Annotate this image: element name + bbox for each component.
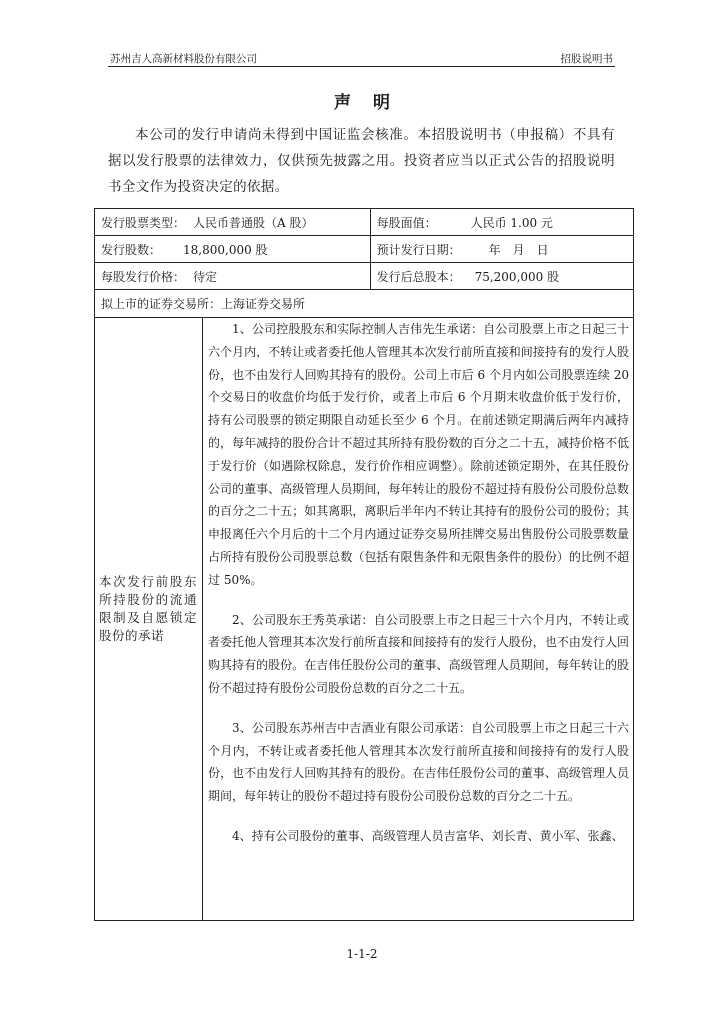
shares-value: 18,800,000 股 [183, 242, 268, 257]
total-shares-label: 发行后总股本： [376, 269, 461, 284]
page-header [108, 51, 615, 67]
shares-cell [95, 236, 371, 263]
issue-date-label: 预计发行日期： [376, 242, 461, 257]
commitment-paragraph: 3、公司股东苏州吉中吉酒业有限公司承诺：自公司股票上市之日起三十六个月内，不转让或者委托他人管理其本次发行前所直接和间接持有的发行人股份，也不由发行人回购其持有的股份。在吉伟任股份公司的董事、高级管理人员期间，每年转让的股份不超过持有股份公司股份总数的百分之二十五。 [208, 720, 629, 804]
commitment-paragraph: 1、公司控股股东和实际控制人吉伟先生承诺：自公司股票上市之日起三十六个月内，不转让或者委托他人管理其本次发行前所直接和间接持有的发行人股份，也不由发行人回购其持有的股份。公司上市后 6 个月内如公司股票连续 20 个交易日的收盘价均低于发行价，或者上市后 6 个月期末收盘价低于发行价，持有公司股票的锁定期限自动延长至少 6 个月。在前述锁定期满后两年内减持的，每年减持的股份合计不超过其所持有股份数的百分之二十五，减持价格不低于发行价（如遇除权除息，发行价作相应调整）。除前述锁定期外，在其任股份公司的董事、高级管理人员期间，每年转让的股份不超过持有股份公司股份总数的百分之二十五；如其离职，离职后半年内不转让其持有的股份公司的股份；其申报离任六个月后的十二个月内通过证券交易所挂牌交易出售股份公司股票数量占所持有股份公司股票总数（包括有限售条件和无限售条件的股份）的比例不超过 50%。 [208, 322, 629, 587]
lockup-commitment-section [94, 317, 634, 921]
table-row [95, 209, 634, 236]
table-row [95, 290, 634, 318]
total-shares-value: 75,200,000 股 [474, 269, 560, 284]
issue-date-cell [370, 236, 633, 263]
declaration-body: 本公司的发行申请尚未得到中国证监会核准。本招股说明书（申报稿）不具有据以发行股票的法律效力，仅供预先披露之用。投资者应当以正式公告的招股说明书全文作为投资决定的依据。 [108, 127, 615, 195]
lockup-content [208, 318, 629, 848]
commitment-paragraph: 4、持有公司股份的董事、高级管理人员吉富华、刘长青、黄小军、张鑫、 [232, 828, 624, 843]
declaration-text [108, 122, 615, 200]
shares-label: 发行股数： [101, 242, 162, 257]
commitment-paragraph: 2、公司股东王秀英承诺：自公司股票上市之日起三十六个月内，不转让或者委托他人管理其本次发行前所直接和间接持有的发行人股份，也不由发行人回购其持有的股份。在吉伟任股份公司的董事、高级管理人员期间，每年转让的股份不超过持有股份公司股份总数的百分之二十五。 [208, 612, 629, 695]
exchange-cell [95, 290, 634, 318]
stock-type-label: 发行股票类型： [101, 215, 186, 230]
exchange-value: 上海证券交易所 [221, 297, 306, 311]
price-cell [95, 263, 371, 290]
table-row [95, 236, 634, 263]
par-value-value: 人民币 1.00 元 [470, 215, 553, 230]
header-company: 苏州吉人高新材料股份有限公司 [110, 53, 257, 65]
price-label: 每股发行价格： [101, 269, 186, 284]
header-doc-type: 招股说明书 [560, 53, 613, 65]
stock-type-value: 人民币普通股（A 股） [193, 215, 314, 230]
page-number: 1-1-2 [346, 947, 378, 961]
lockup-label: 本次发行前股东所持股份的流通限制及自愿锁定股份的承诺 [99, 574, 197, 643]
page-title: 声明 [334, 93, 412, 113]
exchange-label: 拟上市的证券交易所： [101, 297, 222, 311]
par-value-cell [370, 209, 633, 236]
header-rule [108, 66, 615, 67]
stock-type-cell [95, 209, 371, 236]
price-value: 待定 [193, 269, 218, 284]
issue-date-value: 年 月 日 [488, 242, 549, 257]
offering-info-table [94, 208, 634, 318]
table-row [95, 263, 634, 290]
par-value-label: 每股面值： [376, 215, 437, 230]
column-divider [202, 317, 203, 920]
total-shares-cell [370, 263, 633, 290]
